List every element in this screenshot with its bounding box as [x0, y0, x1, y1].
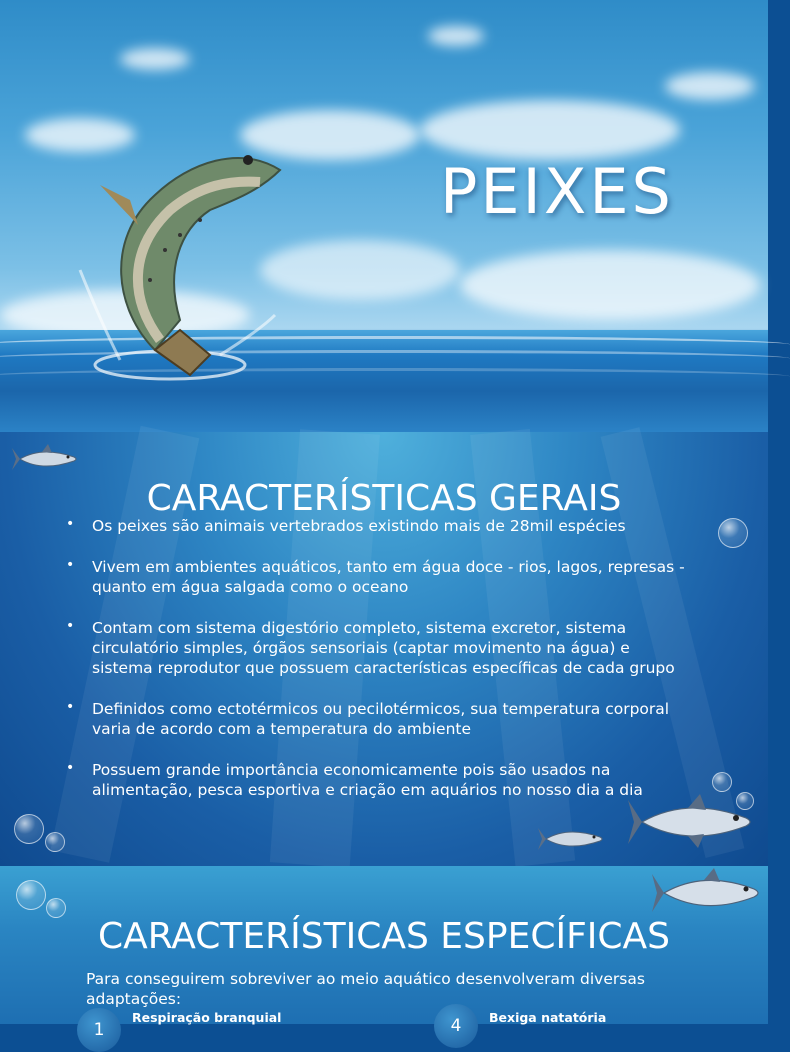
cloud — [665, 72, 755, 100]
bullet-item: • Os peixes são animais vertebrados existindo mais de 28mil espécies — [66, 516, 686, 536]
cloud — [460, 250, 760, 320]
tuna-icon — [652, 866, 764, 920]
intro-text: Para conseguirem sobreviver ao meio aquático desenvolveram diversas adaptações: — [86, 970, 645, 1008]
bubble-icon — [45, 832, 65, 852]
cloud — [120, 48, 190, 70]
slide-1[interactable] — [0, 0, 768, 432]
item-number: 4 — [434, 1004, 478, 1048]
cloud — [428, 26, 484, 46]
bubble-icon — [46, 898, 66, 918]
bubble-icon — [718, 518, 748, 548]
item-number: 1 — [77, 1008, 121, 1052]
cloud — [420, 100, 680, 160]
bubble-icon — [16, 880, 46, 910]
tuna-icon — [538, 824, 608, 854]
section-title: CARACTERÍSTICAS ESPECÍFICAS — [97, 916, 671, 957]
leaping-salmon-icon — [60, 140, 300, 390]
page-title: PEIXES — [440, 155, 674, 228]
section-title: CARACTERÍSTICAS GERAIS — [146, 478, 622, 519]
item-label: Bexiga natatória — [489, 1010, 607, 1025]
bullet-item: • Contam com sistema digestório completo, sistema excretor, sistema circulatório simples, órgãos sensoriais (captar movimento na água) e sistema reprodutor que possuem características específicas de cada grupo — [66, 618, 686, 678]
tuna-icon — [628, 792, 758, 852]
bubble-icon — [712, 772, 732, 792]
slide-3[interactable] — [0, 866, 768, 1040]
bubble-icon — [14, 814, 44, 844]
bullet-list — [66, 516, 686, 821]
slide-2[interactable] — [0, 432, 768, 866]
bullet-item: • Vivem em ambientes aquáticos, tanto em água doce - rios, lagos, represas - quanto em água salgada como o oceano — [66, 557, 686, 597]
bullet-item: • Possuem grande importância economicamente pois são usados na alimentação, pesca esportiva e criação em aquários no nosso dia a dia — [66, 760, 686, 800]
item-label: Respiração branquial — [132, 1010, 282, 1025]
tuna-icon — [12, 444, 82, 474]
bullet-item: • Definidos como ectotérmicos ou pecilotérmicos, sua temperatura corporal varia de acordo com a temperatura do ambiente — [66, 699, 686, 739]
